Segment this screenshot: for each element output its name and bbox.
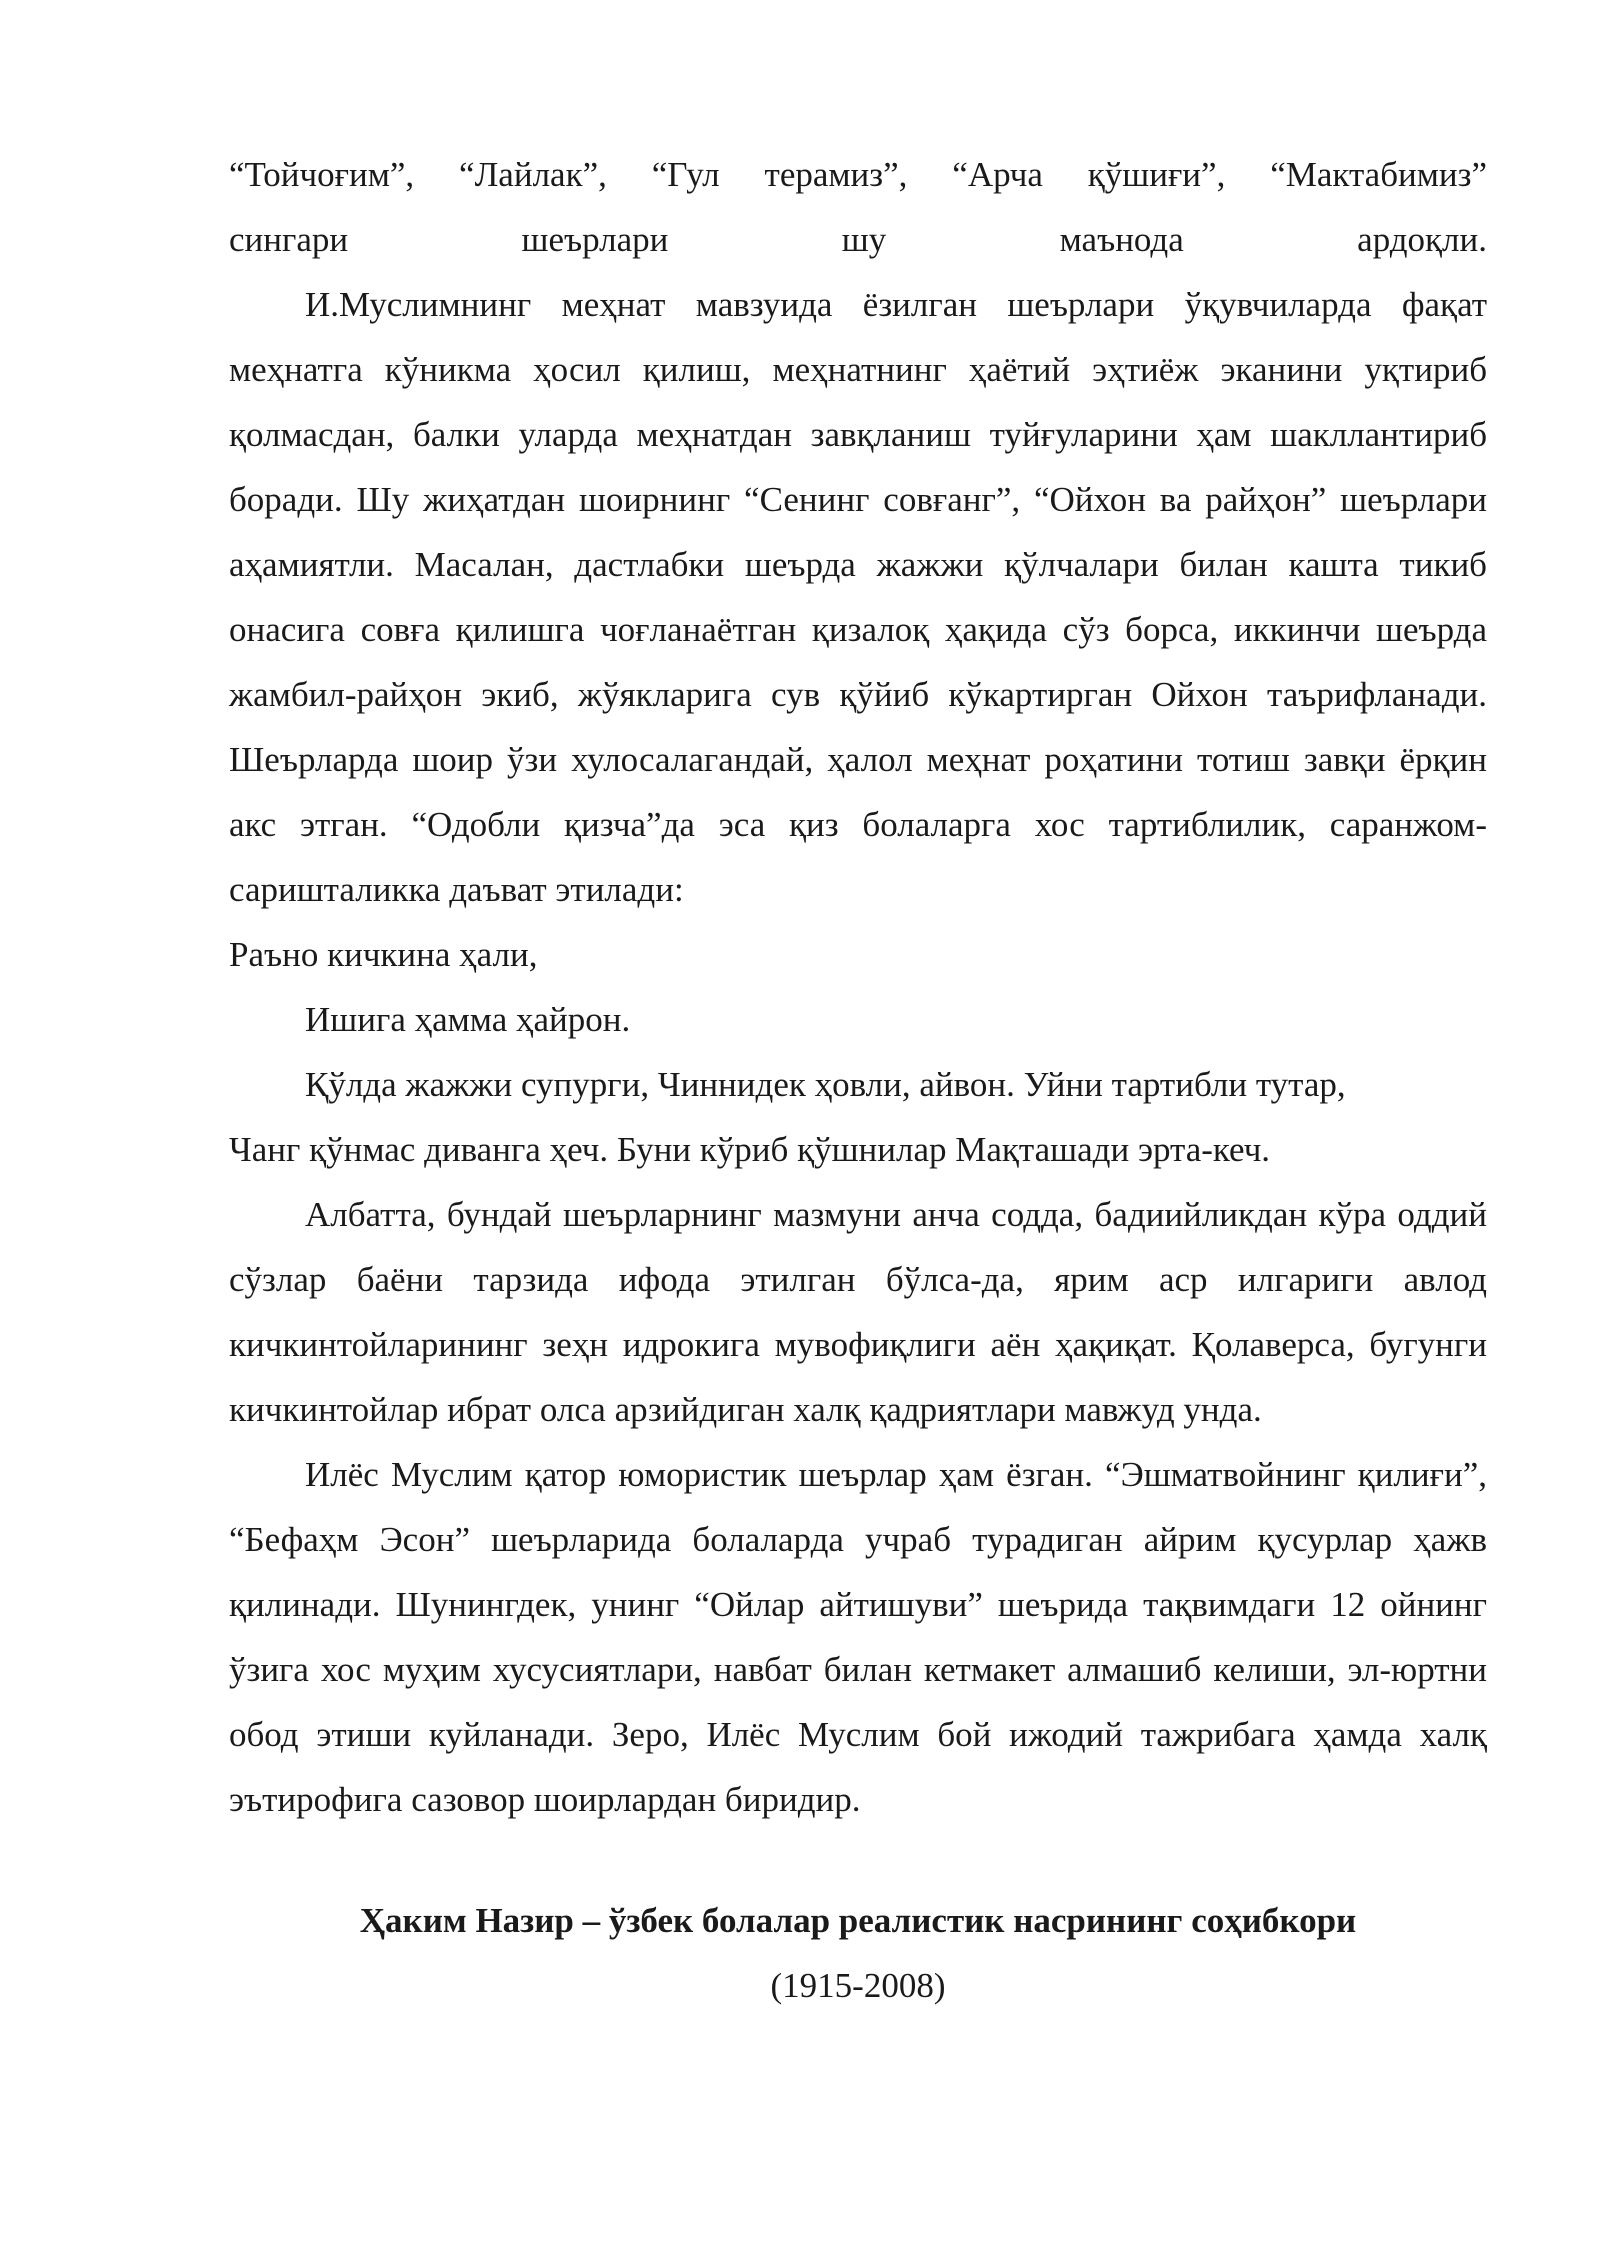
- section-heading: Ҳаким Назир – ўзбек болалар реалистик насрининг соҳибкори: [359, 1901, 1357, 1940]
- paragraph-humor-poems: Илёс Муслим қатор юмористик шеърлар ҳам ёзган. “Эшматвойнинг қилиғи”, “Бефаҳм Эсон” шеърларида болаларда учраб турадиган айрим қусурлар ҳажв қилинади. Шунингдек, унинг “Ойлар айтишуви” шеърида тақвимдаги 12 ойнинг ўзига хос муҳим хусусиятлари, навбат билан кетмакет алмашиб келиши, эл-юртни обод этиши куйланади. Зеро, Илёс Муслим бой ижодий тажрибага ҳамда халқ эътирофига сазовор шоирлардан биридир.: [229, 1455, 1487, 1819]
- paragraph-labor-poems: [229, 272, 1487, 987]
- document-page: [229, 142, 1487, 2018]
- poem-quote-line-2: Ишига ҳамма ҳайрон.: [305, 1000, 631, 1039]
- intro-line-2: сингари шеърлари шу маънода ардоқли.: [229, 220, 1487, 259]
- paragraph-intro: [229, 142, 1487, 272]
- poem-quote-line-4: Чанг қўнмас диванга ҳеч. Буни кўриб қўшнилар Мақташади эрта-кеч.: [229, 1130, 1271, 1169]
- intro-line-1: “Тойчоғим”, “Лайлак”, “Гул терамиз”, “Арча қўшиғи”, “Мактабимиз”: [229, 155, 1487, 194]
- poem-quote-line-1: Раъно кичкина ҳали,: [229, 935, 538, 974]
- section-years: (1915-2008): [770, 1966, 946, 2005]
- poem-quote-line-3: Қўлда жажжи супурги, Чиннидек ҳовли, айвон. Уйни тартибли тутар,: [305, 1065, 1346, 1104]
- paragraph-assessment: Албатта, бундай шеърларнинг мазмуни анча содда, бадиийликдан кўра оддий сўзлар баёни тарзида ифода этилган бўлса-да, ярим аср илгариги авлод кичкинтойларининг зеҳн идрокига мувофиқлиги аён ҳақиқат. Қолаверса, бугунги кичкинтойлар ибрат олса арзийдиган халқ қадриятлари мавжуд унда.: [229, 1195, 1487, 1429]
- paragraph-poem-quote: [229, 1052, 1487, 1182]
- labor-poems-text: И.Муслимнинг меҳнат мавзуида ёзилган шеърлари ўқувчиларда фақат меҳнатга кўникма ҳосил қилиш, меҳнатнинг ҳаётий эҳтиёж эканини уқтириб қолмасдан, балки уларда меҳнатдан завқланиш туйғуларини ҳам шакллантириб боради. Шу жиҳатдан шоирнинг “Сенинг совғанг”, “Ойхон ва райҳон” шеърлари аҳамиятли. Масалан, дастлабки шеърда жажжи қўлчалари билан кашта тикиб онасига совға қилишга чоғланаётган қизалоқ ҳақида сўз борса, иккинчи шеърда жамбил-райҳон экиб, жўякларига сув қўйиб кўкартирган Ойхон таърифланади. Шеърларда шоир ўзи хулосалагандай, ҳалол меҳнат роҳатини тотиш завқи ёрқин акс этган. “Одобли қизча”да эса қиз болаларга хос тартиблилик, саранжом-саришталикка даъват этилади:: [229, 285, 1487, 909]
